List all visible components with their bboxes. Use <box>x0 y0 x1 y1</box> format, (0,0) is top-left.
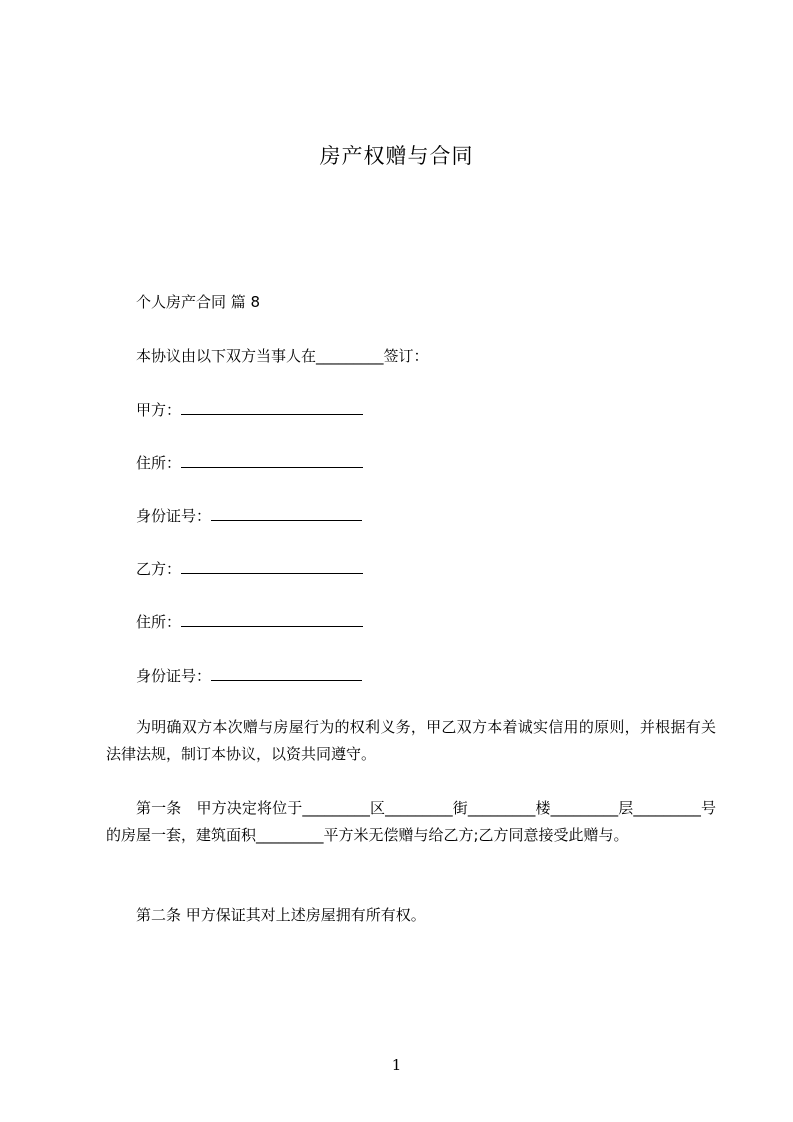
purpose-paragraph: 为明确双方本次赠与房屋行为的权利义务，甲乙双方本着诚实信用的原则，并根据有关法律法规，制订本协议，以资共同遵守。 <box>106 718 716 763</box>
page-number: 1 <box>391 1056 402 1074</box>
party-a-address-line <box>136 452 363 473</box>
party-b-blank <box>181 558 363 574</box>
party-b-address-label: 住所： <box>136 613 182 631</box>
document-title: 房产权赠与合同 <box>319 144 474 168</box>
party-a-address-blank <box>181 452 363 468</box>
party-a-id-label: 身份证号： <box>136 507 212 525</box>
party-a-id-blank <box>211 505 362 521</box>
article-1-paragraph: 第一条 甲方决定将位于_________区_________街_________楼_________层_________号的房屋一套，建筑面积_________平方米无偿赠与给乙方;乙方同意接受此赠与。 <box>106 799 716 844</box>
party-b-address-blank <box>181 611 363 627</box>
intro-line: 本协议由以下双方当事人在_________签订： <box>136 347 429 365</box>
article-2-paragraph: 第二条 甲方保证其对上述房屋拥有所有权。 <box>136 906 426 924</box>
party-a-id-line <box>136 505 362 526</box>
party-b-label: 乙方： <box>136 560 182 578</box>
party-a-line <box>136 399 363 420</box>
party-b-id-blank <box>211 665 362 681</box>
contract-subtitle: 个人房产合同 篇 8 <box>136 293 261 311</box>
party-b-line <box>136 558 363 579</box>
party-a-blank <box>181 399 363 415</box>
party-a-label: 甲方： <box>136 401 182 419</box>
party-a-address-label: 住所： <box>136 454 182 472</box>
party-b-address-line <box>136 611 363 632</box>
party-b-id-label: 身份证号： <box>136 667 212 685</box>
party-b-id-line <box>136 665 362 686</box>
